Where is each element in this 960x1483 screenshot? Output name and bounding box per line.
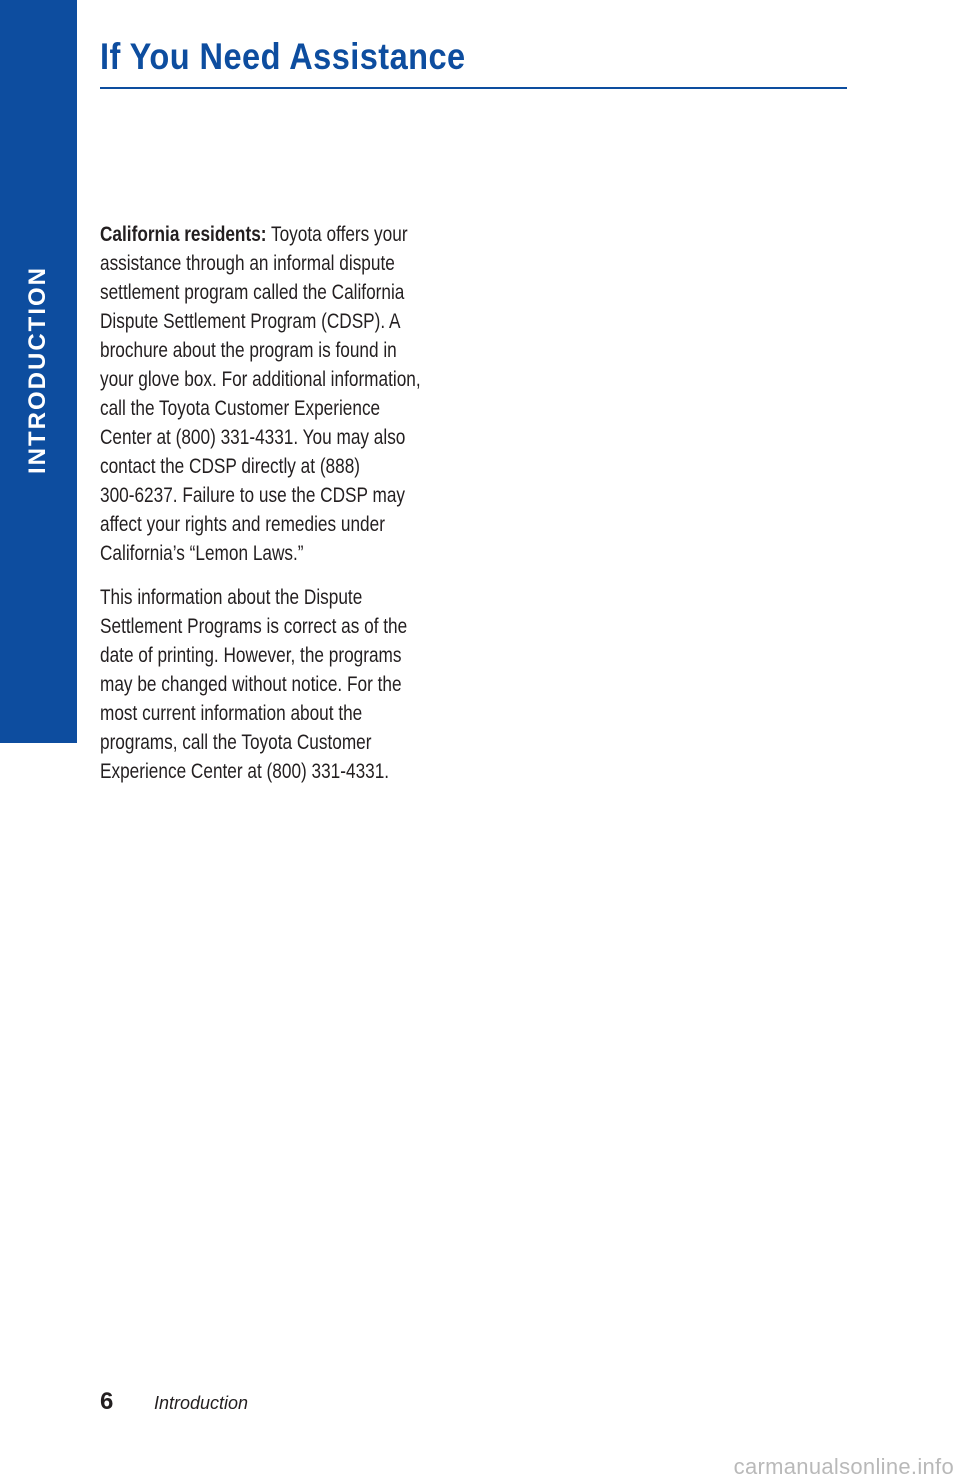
text-line: your glove box. For additional information, — [100, 368, 421, 391]
text-line-content: Toyota offers your — [270, 223, 408, 246]
section-side-label: INTRODUCTION — [24, 266, 51, 474]
text-line: most current information about the — [100, 702, 363, 725]
watermark: carmanualsonline.info — [733, 1454, 954, 1479]
section-side-tab — [0, 0, 77, 743]
text-line: 300-6237. Failure to use the CDSP may — [100, 484, 406, 507]
text-line: Experience Center at (800) 331-4331. — [100, 760, 390, 783]
text-line: may be changed without notice. For the — [100, 673, 402, 696]
text-line: contact the CDSP directly at (888) — [100, 455, 361, 478]
text-line: affect your rights and remedies under — [100, 513, 385, 536]
text-line: Dispute Settlement Program (CDSP). A — [100, 310, 401, 333]
text-line: programs, call the Toyota Customer — [100, 731, 372, 754]
paragraph-program-information — [100, 583, 444, 786]
text-line: settlement program called the California — [100, 281, 405, 304]
title-divider — [100, 87, 847, 89]
body-text — [100, 220, 444, 801]
text-line: This information about the Dispute — [100, 586, 363, 609]
page-title: If You Need Assistance — [100, 36, 466, 77]
paragraph-california-residents — [100, 220, 444, 568]
page-number: 6 — [100, 1388, 114, 1415]
text-line: brochure about the program is found in — [100, 339, 397, 362]
text-line: call the Toyota Customer Experience — [100, 397, 381, 420]
text-line: assistance through an informal dispute — [100, 252, 395, 275]
text-line: Settlement Programs is correct as of the — [100, 615, 408, 638]
paragraph-lead: California residents: — [100, 223, 267, 246]
text-line: date of printing. However, the programs — [100, 644, 402, 667]
text-line: California’s “Lemon Laws.” — [100, 542, 304, 565]
footer-section-name: Introduction — [154, 1393, 249, 1413]
text-line — [100, 220, 444, 249]
text-line: Center at (800) 331-4331. You may also — [100, 426, 406, 449]
